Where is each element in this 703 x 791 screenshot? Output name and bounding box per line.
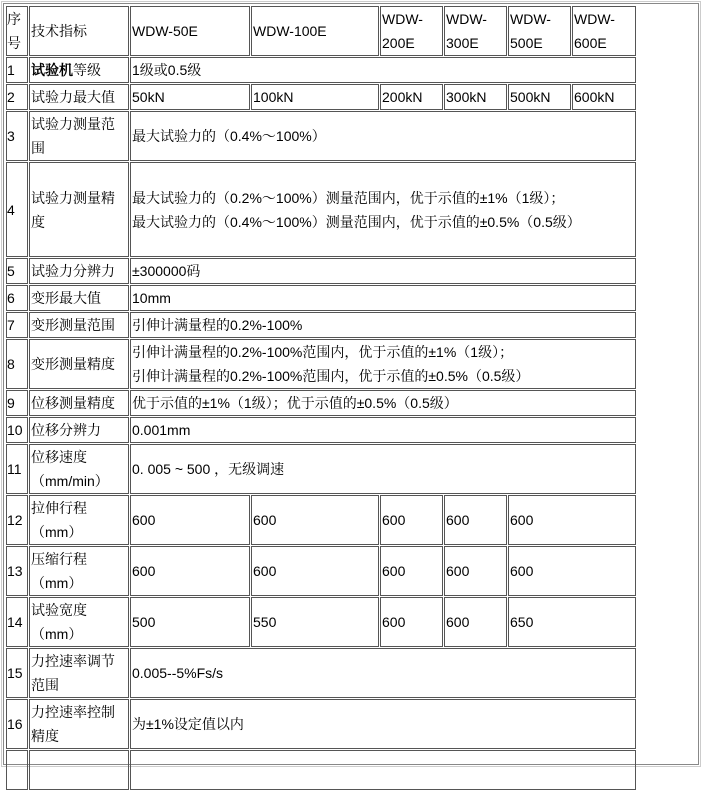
empty-cell	[6, 750, 28, 790]
spec-name-bold: 试验机	[31, 62, 73, 78]
spec-value-line: 600	[382, 512, 406, 528]
spec-name-text: 变形最大值	[31, 290, 101, 306]
spec-value	[380, 546, 443, 596]
spec-value	[130, 339, 636, 389]
spec-name-text: 力控速率调节范围	[31, 653, 115, 693]
spec-value-line: 0.005--5%Fs/s	[132, 665, 224, 681]
spec-value	[508, 495, 636, 545]
spec-value-line: 600	[446, 512, 470, 528]
spec-name	[29, 84, 129, 110]
spec-name-text: 位移测量精度	[31, 395, 115, 411]
spec-name	[29, 339, 129, 389]
spec-value	[130, 699, 636, 749]
spec-name	[29, 417, 129, 443]
table-row	[6, 312, 636, 338]
table-row	[6, 258, 636, 284]
spec-value-line: 1级或0.5级	[132, 62, 202, 78]
spec-value-line: 引伸计满量程的0.2%-100%范围内，优于示值的±0.5%（0.5级）	[132, 368, 530, 384]
row-number: 9	[6, 390, 28, 416]
table-row	[6, 597, 636, 647]
spec-name	[29, 285, 129, 311]
spec-value	[130, 390, 636, 416]
spec-value-line: 600	[253, 512, 277, 528]
spec-value	[508, 84, 571, 110]
table-row	[6, 162, 636, 257]
spec-name-text: 压缩行程（mm）	[31, 551, 87, 591]
spec-value	[251, 495, 379, 545]
spec-value	[508, 597, 636, 647]
spec-value	[130, 111, 636, 161]
spec-name-text: 拉伸行程（mm）	[31, 500, 87, 540]
spec-value-line: 600	[510, 563, 534, 579]
spec-value-line: 最大试验力的（0.2%～100%）测量范围内，优于示值的±1%（1级）；	[132, 189, 565, 206]
spec-value	[380, 84, 443, 110]
spec-value	[380, 495, 443, 545]
row-number: 6	[6, 285, 28, 311]
spec-name-text: 变形测量精度	[31, 356, 115, 372]
header-cell: WDW-600E	[572, 6, 636, 56]
spec-value	[130, 57, 636, 83]
header-cell: WDW-50E	[130, 6, 250, 56]
table-row	[6, 546, 636, 596]
spec-value	[130, 258, 636, 284]
spec-value	[130, 495, 250, 545]
spec-value	[130, 312, 636, 338]
table-row	[6, 390, 636, 416]
spec-value-line: 50kN	[132, 89, 165, 105]
row-number: 15	[6, 648, 28, 698]
table-row	[6, 699, 636, 749]
row-number: 5	[6, 258, 28, 284]
table-row	[6, 444, 636, 494]
spec-value	[130, 546, 250, 596]
spec-name	[29, 648, 129, 698]
spec-name	[29, 495, 129, 545]
row-number: 10	[6, 417, 28, 443]
spec-value	[251, 84, 379, 110]
spec-name	[29, 444, 129, 494]
spec-value-line: 0.001mm	[132, 422, 191, 438]
spec-name	[29, 312, 129, 338]
spec-name	[29, 111, 129, 161]
spec-name	[29, 546, 129, 596]
spec-value	[251, 546, 379, 596]
spec-value	[380, 597, 443, 647]
spec-value	[130, 84, 250, 110]
row-number: 8	[6, 339, 28, 389]
spec-value-line: 500	[132, 614, 156, 630]
spec-name-text: 位移分辨力	[31, 422, 101, 438]
spec-name	[29, 258, 129, 284]
header-cell: WDW-500E	[508, 6, 571, 56]
row-number: 13	[6, 546, 28, 596]
row-number: 16	[6, 699, 28, 749]
spec-value-line: 优于示值的±1%（1级）；优于示值的±0.5%（0.5级）	[132, 395, 458, 411]
spec-value	[572, 84, 636, 110]
spec-value	[130, 648, 636, 698]
spec-name	[29, 57, 129, 83]
spec-value-line: 300kN	[446, 89, 487, 105]
spec-value	[130, 162, 636, 257]
spec-name-text: 等级	[73, 62, 101, 78]
spec-value-line: 600	[382, 563, 406, 579]
spec-name-text: 试验力测量范围	[31, 116, 115, 156]
table-row	[6, 285, 636, 311]
header-cell: WDW-200E	[380, 6, 443, 56]
spec-value-line: 600	[253, 563, 277, 579]
spec-value-line: 500kN	[510, 89, 551, 105]
table-row	[6, 57, 636, 83]
spec-name-text: 力控速率控制精度	[31, 704, 115, 744]
spec-value-line: 600	[382, 614, 406, 630]
row-number: 11	[6, 444, 28, 494]
header-cell: WDW-100E	[251, 6, 379, 56]
header-cell: WDW-300E	[444, 6, 507, 56]
table-row	[6, 417, 636, 443]
spec-value	[130, 444, 636, 494]
spec-value-line: 600	[132, 563, 156, 579]
spec-value-line: ±300000码	[132, 263, 201, 279]
empty-cell	[130, 750, 636, 790]
header-cell: 技术指标	[29, 6, 129, 56]
table-row	[6, 111, 636, 161]
spec-name-text: 位移速度（mm/min）	[31, 449, 109, 489]
spec-value	[130, 417, 636, 443]
spec-value-line: 200kN	[382, 89, 423, 105]
spec-table	[5, 5, 637, 791]
spec-value-line: 10mm	[132, 290, 171, 306]
spec-value-line: 最大试验力的（0.4%～100%）	[132, 128, 326, 144]
spec-value	[444, 495, 507, 545]
spec-name	[29, 390, 129, 416]
spec-value	[130, 285, 636, 311]
spec-value	[130, 597, 250, 647]
spec-value-line: 600	[446, 614, 470, 630]
empty-cell	[29, 750, 129, 790]
row-number: 14	[6, 597, 28, 647]
spec-value-line: 600	[510, 512, 534, 528]
spec-value-line: 650	[510, 614, 534, 630]
spec-value-line: 550	[253, 614, 277, 630]
header-cell: 序号	[6, 6, 28, 56]
spec-name-text: 试验力测量精度	[31, 189, 115, 230]
spec-value	[444, 84, 507, 110]
row-number: 4	[6, 162, 28, 257]
table-row	[6, 750, 636, 790]
spec-name	[29, 162, 129, 257]
table-row	[6, 495, 636, 545]
table-row	[6, 339, 636, 389]
row-number: 12	[6, 495, 28, 545]
spec-name-text: 试验力分辨力	[31, 263, 115, 279]
spec-value	[444, 546, 507, 596]
spec-value-line: 0. 005 ~ 500 ，无级调速	[132, 461, 285, 477]
table-row	[6, 84, 636, 110]
table-row	[6, 648, 636, 698]
spec-name-text: 试验宽度（mm）	[31, 602, 87, 642]
spec-name-text: 变形测量范围	[31, 317, 115, 333]
spec-value	[444, 597, 507, 647]
spec-name	[29, 597, 129, 647]
header-row	[6, 6, 636, 56]
spec-value-line: 为±1%设定值以内	[132, 716, 244, 732]
spec-value-line: 600	[132, 512, 156, 528]
spec-name-text: 试验力最大值	[31, 89, 115, 105]
spec-value-line: 600kN	[574, 89, 615, 105]
spec-value-line: 引伸计满量程的0.2%-100%	[132, 317, 303, 333]
row-number: 1	[6, 57, 28, 83]
spec-value-line: 600	[446, 563, 470, 579]
spec-name	[29, 699, 129, 749]
spec-value	[508, 546, 636, 596]
spec-value	[251, 597, 379, 647]
spec-value-line: 引伸计满量程的0.2%-100%范围内，优于示值的±1%（1级）；	[132, 344, 514, 360]
row-number: 2	[6, 84, 28, 110]
spec-value-line: 最大试验力的（0.4%～100%）测量范围内，优于示值的±0.5%（0.5级）	[132, 213, 581, 230]
spec-value-line: 100kN	[253, 89, 294, 105]
row-number: 3	[6, 111, 28, 161]
row-number: 7	[6, 312, 28, 338]
